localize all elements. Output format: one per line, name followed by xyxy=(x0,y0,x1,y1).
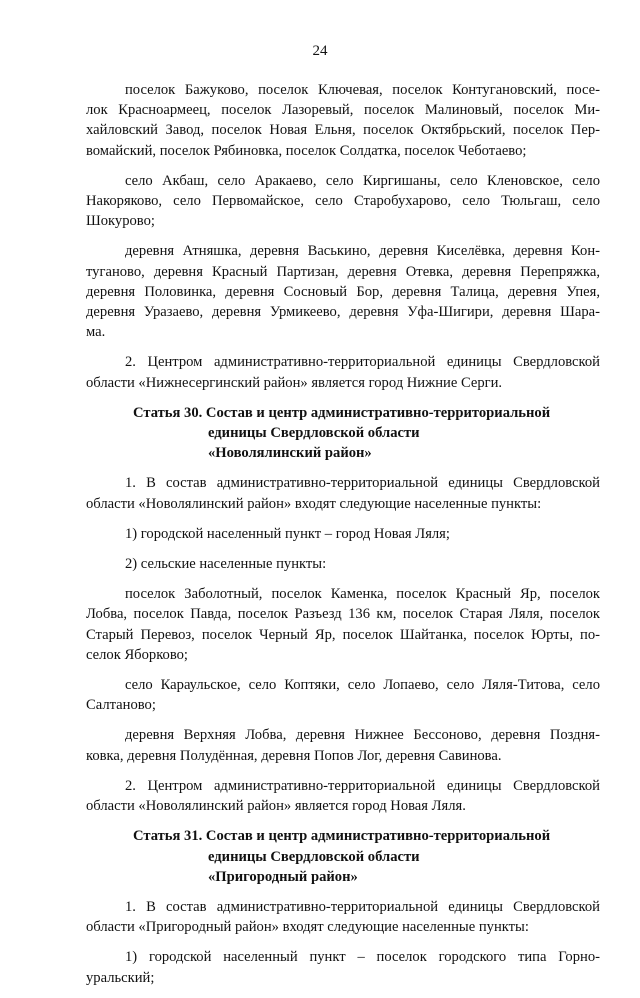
paragraph xyxy=(86,524,600,544)
text-line: деревня Уразаево, деревня Урмикеево, деревня Уфа-Шигири, деревня Шара- xyxy=(86,304,600,321)
paragraph xyxy=(86,947,600,987)
text-line: уральский; xyxy=(86,969,155,986)
text-line: деревня Атняшка, деревня Васькино, деревня Киселёвка, деревня Кон- xyxy=(125,243,600,260)
text-line: хайловский Завод, поселок Новая Ельня, поселок Октябрьский, поселок Пер- xyxy=(86,122,600,139)
paragraph xyxy=(86,776,600,816)
document-body xyxy=(86,80,600,998)
text-line: Накоряково, село Первомайское, село Старобухарово, село Тюльгаш, село xyxy=(86,193,600,210)
text-line: Лобва, поселок Павда, поселок Разъезд 136 км, поселок Старая Ляля, поселок xyxy=(86,606,600,623)
paragraph xyxy=(86,352,600,392)
text-line: 1. В состав административно-территориальной единицы Свердловской xyxy=(125,898,600,915)
article-heading xyxy=(86,403,600,464)
text-line: поселок Заболотный, поселок Каменка, поселок Красный Яр, поселок xyxy=(125,586,600,603)
text-line: области «Пригородный район» входят следующие населенные пункты: xyxy=(86,919,529,936)
text-line: 2) сельские населенные пункты: xyxy=(125,556,327,573)
article-heading xyxy=(86,826,600,887)
text-line: поселок Бажуково, поселок Ключевая, поселок Контугановский, посе- xyxy=(125,82,600,98)
text-line: ковка, деревня Полудённая, деревня Попов Лог, деревня Савинова. xyxy=(86,747,502,764)
heading-line: единицы Свердловской области xyxy=(208,848,420,865)
text-line: области «Нижнесергинский район» является город Нижние Серги. xyxy=(86,374,503,391)
paragraph xyxy=(86,584,600,665)
text-line: село Акбаш, село Аракаево, село Киргишаны, село Кленовское, село xyxy=(125,172,600,189)
text-line: 1) городской населенный пункт – поселок городского типа Горно- xyxy=(125,949,600,966)
text-line: ма. xyxy=(86,324,106,341)
heading-line: единицы Свердловской области xyxy=(208,425,420,442)
paragraph xyxy=(86,241,600,342)
text-line: 2. Центром административно-территориальной единицы Свердловской xyxy=(125,354,600,371)
paragraph xyxy=(86,897,600,937)
text-line: Шокурово; xyxy=(86,213,155,230)
text-line: село Караульское, село Коптяки, село Лопаево, село Ляля-Титова, село xyxy=(125,677,600,694)
heading-line: «Новолялинский район» xyxy=(208,445,372,462)
text-line: 1. В состав административно-территориальной единицы Свердловской xyxy=(125,475,600,492)
text-line: вомайский, поселок Рябиновка, поселок Солдатка, поселок Чеботаево; xyxy=(86,142,527,159)
paragraph xyxy=(86,473,600,513)
paragraph xyxy=(86,725,600,765)
text-line: 1) городской населенный пункт – город Новая Ляля; xyxy=(125,525,450,542)
paragraph xyxy=(86,554,600,574)
text-line: 2. Центром административно-территориальной единицы Свердловской xyxy=(125,777,600,794)
text-line: Салтаново; xyxy=(86,697,156,714)
heading-line: «Пригородный район» xyxy=(208,868,358,885)
text-line: деревня Половинка, деревня Сосновый Бор, деревня Талица, деревня Упея, xyxy=(86,283,600,300)
text-line: области «Новолялинский район» входят следующие населенные пункты: xyxy=(86,495,542,512)
text-line: области «Новолялинский район» является город Новая Ляля. xyxy=(86,798,466,815)
heading-line: Статья 31. Состав и центр административно-территориальной xyxy=(133,828,551,845)
text-line: лок Красноармеец, поселок Лазоревый, поселок Малиновый, поселок Ми- xyxy=(86,102,600,119)
text-line: деревня Верхняя Лобва, деревня Нижнее Бессоново, деревня Поздня- xyxy=(125,727,600,744)
paragraph xyxy=(86,80,600,161)
text-line: селок Яборково; xyxy=(86,646,188,663)
text-line: Старый Перевоз, поселок Черный Яр, поселок Шайтанка, поселок Юрты, по- xyxy=(86,626,600,643)
paragraph xyxy=(86,675,600,715)
text-line: туганово, деревня Красный Партизан, деревня Отевка, деревня Перепряжка, xyxy=(86,263,600,280)
heading-line: Статья 30. Состав и центр административно-территориальной xyxy=(133,404,551,421)
page-number: 24 xyxy=(312,43,328,59)
paragraph xyxy=(86,171,600,232)
